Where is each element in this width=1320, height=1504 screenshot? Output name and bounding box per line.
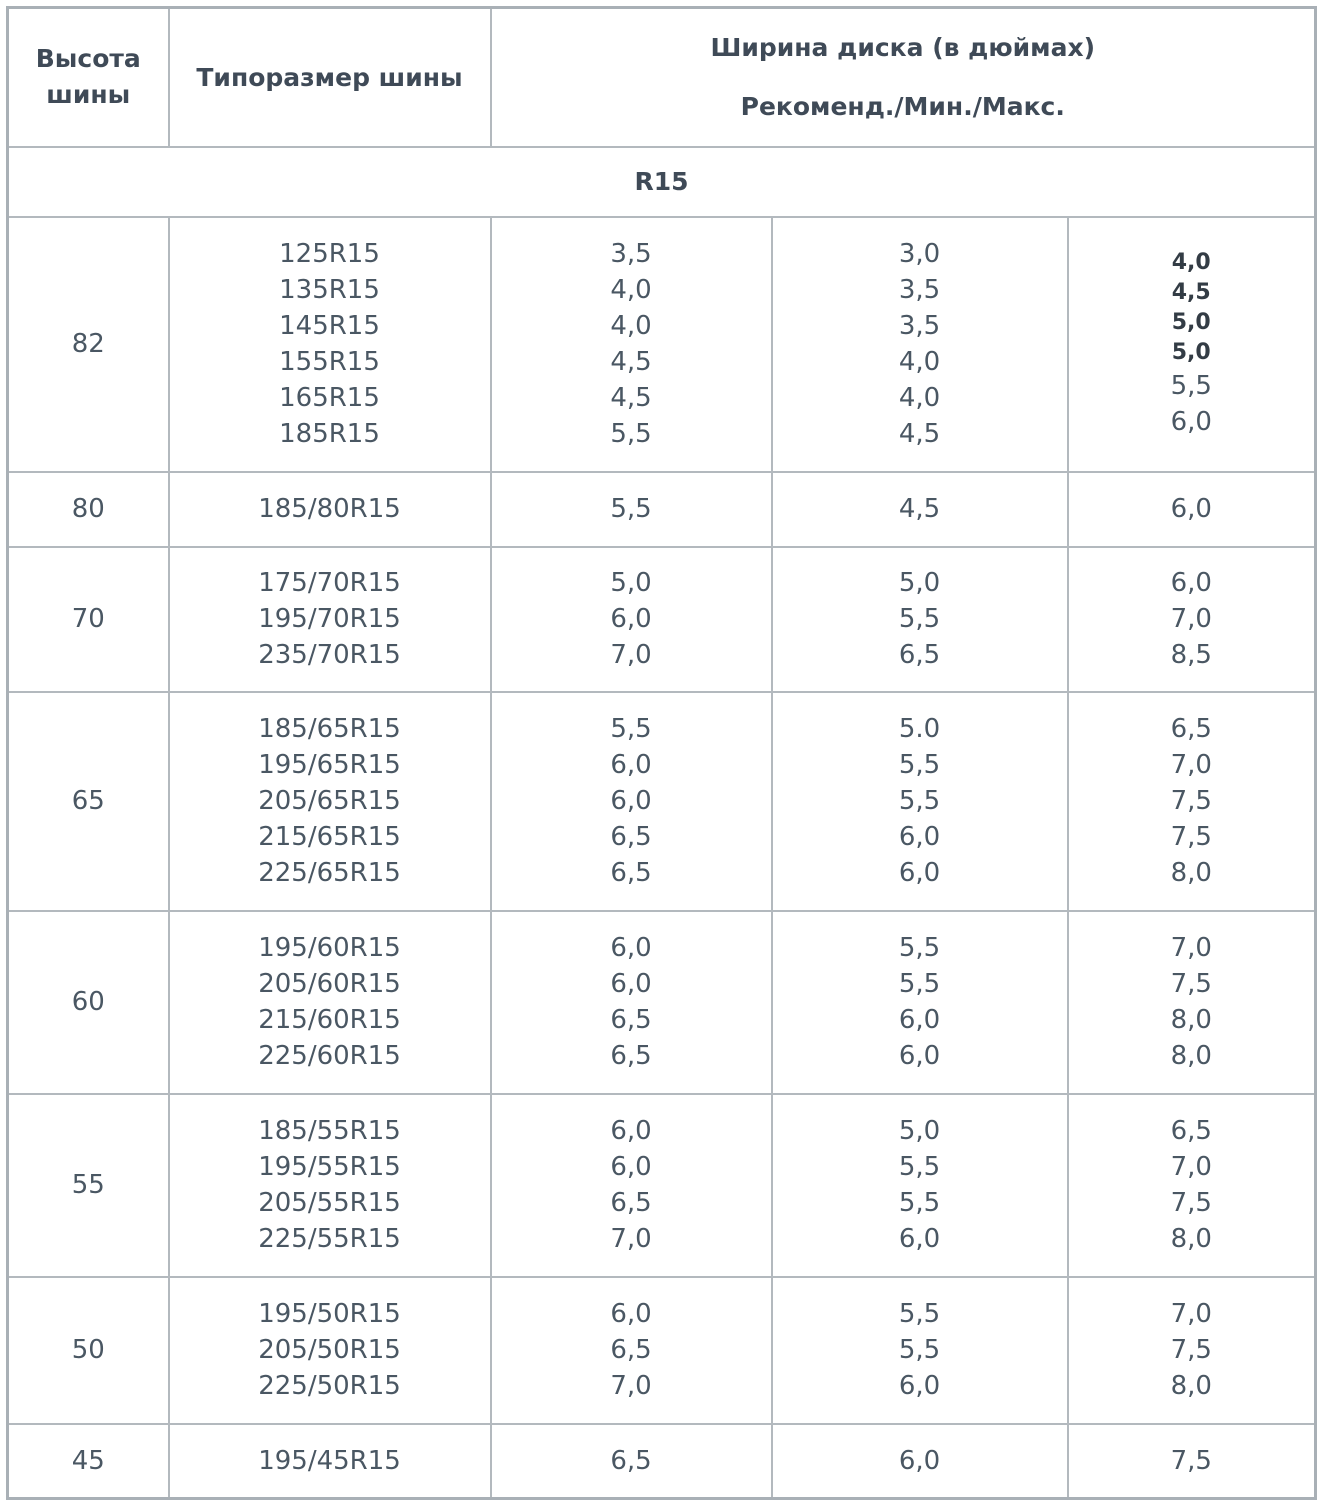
recommended-value: 6,0 bbox=[610, 1152, 652, 1182]
recommended-list bbox=[610, 930, 651, 1074]
min-value: 5,5 bbox=[898, 1299, 941, 1329]
sizes-value: 235/70R15 bbox=[258, 640, 401, 670]
recommended-cell bbox=[491, 911, 772, 1094]
header-tire-size: Типоразмер шины bbox=[169, 8, 491, 147]
min-cell bbox=[772, 1094, 1068, 1277]
table-row bbox=[8, 217, 1316, 472]
tire-height-cell: 50 bbox=[8, 1277, 169, 1424]
min-list bbox=[899, 565, 940, 673]
recommended-value: 6,0 bbox=[610, 1116, 652, 1146]
min-list bbox=[899, 1113, 940, 1257]
max-value: 5,5 bbox=[1170, 371, 1212, 401]
max-list bbox=[1171, 1296, 1212, 1404]
recommended-value: 4,5 bbox=[610, 347, 652, 377]
max-value: 6,0 bbox=[1170, 494, 1212, 524]
min-list bbox=[899, 491, 940, 527]
min-value: 4,0 bbox=[898, 347, 941, 377]
max-value: 6,5 bbox=[1170, 714, 1212, 744]
tire-height-cell: 60 bbox=[8, 911, 169, 1094]
max-value: 6,0 bbox=[1170, 568, 1212, 598]
header-tire-height bbox=[8, 8, 169, 147]
min-list bbox=[899, 236, 940, 452]
max-value: 4,5 bbox=[1171, 280, 1211, 305]
sizes-value: 205/50R15 bbox=[258, 1335, 401, 1365]
sizes-cell bbox=[169, 1424, 491, 1499]
min-value: 5,5 bbox=[898, 969, 941, 999]
min-value: 3,5 bbox=[898, 311, 941, 341]
max-value: 8,5 bbox=[1170, 640, 1212, 670]
min-value: 5,5 bbox=[898, 1188, 941, 1218]
max-cell bbox=[1068, 547, 1316, 692]
recommended-value: 4,0 bbox=[610, 275, 652, 305]
recommended-cell bbox=[491, 472, 772, 547]
recommended-value: 6,0 bbox=[610, 786, 652, 816]
sizes-cell bbox=[169, 547, 491, 692]
sizes-value: 155R15 bbox=[279, 347, 380, 377]
header-rim-width-title: Ширина диска (в дюймах) bbox=[710, 33, 1096, 63]
min-value: 6,5 bbox=[898, 640, 941, 670]
max-value: 8,0 bbox=[1170, 1371, 1212, 1401]
min-value: 6,0 bbox=[898, 1445, 941, 1476]
recommended-value: 5,5 bbox=[610, 714, 652, 744]
max-list bbox=[1171, 491, 1212, 527]
max-value: 7,5 bbox=[1170, 1335, 1212, 1365]
sizes-list bbox=[258, 930, 401, 1074]
recommended-value: 7,0 bbox=[610, 1371, 652, 1401]
min-value: 5,5 bbox=[898, 750, 941, 780]
table-row bbox=[8, 692, 1316, 911]
max-value: 7,5 bbox=[1170, 969, 1212, 999]
recommended-value: 3,5 bbox=[610, 239, 652, 269]
min-value: 5.0 bbox=[898, 714, 941, 744]
sizes-value: 195/60R15 bbox=[258, 933, 401, 963]
max-list bbox=[1171, 565, 1212, 673]
sizes-value: 125R15 bbox=[279, 239, 380, 269]
table-row bbox=[8, 1424, 1316, 1499]
max-list bbox=[1171, 930, 1212, 1074]
min-value: 4,5 bbox=[898, 494, 941, 524]
min-value: 6,0 bbox=[898, 1041, 941, 1071]
sizes-value: 205/55R15 bbox=[258, 1188, 401, 1218]
recommended-value: 6,0 bbox=[610, 1299, 652, 1329]
min-list bbox=[899, 1296, 940, 1404]
max-value: 6,5 bbox=[1170, 1116, 1212, 1146]
header-row bbox=[8, 8, 1316, 147]
section-title: R15 bbox=[8, 147, 1316, 217]
min-cell bbox=[772, 217, 1068, 472]
max-cell bbox=[1068, 1277, 1316, 1424]
min-value: 6,0 bbox=[898, 1224, 941, 1254]
max-value: 7,0 bbox=[1170, 933, 1212, 963]
min-value: 6,0 bbox=[898, 822, 941, 852]
recommended-value: 6,5 bbox=[610, 1005, 652, 1035]
min-cell bbox=[772, 1277, 1068, 1424]
max-list bbox=[1171, 711, 1212, 891]
tire-height-cell: 45 bbox=[8, 1424, 169, 1499]
sizes-value: 175/70R15 bbox=[258, 568, 401, 598]
recommended-list bbox=[610, 236, 651, 452]
sizes-value: 185R15 bbox=[279, 419, 380, 449]
max-list bbox=[1171, 248, 1212, 440]
min-value: 6,0 bbox=[898, 1371, 941, 1401]
sizes-value: 205/65R15 bbox=[258, 786, 401, 816]
max-value: 7,5 bbox=[1170, 822, 1212, 852]
recommended-cell bbox=[491, 547, 772, 692]
sizes-cell bbox=[169, 1094, 491, 1277]
min-cell bbox=[772, 1424, 1068, 1499]
sizes-list bbox=[258, 1113, 401, 1257]
min-value: 5,5 bbox=[898, 604, 941, 634]
recommended-list bbox=[610, 491, 651, 527]
tire-height-cell: 82 bbox=[8, 217, 169, 472]
max-value: 8,0 bbox=[1170, 858, 1212, 888]
sizes-value: 225/65R15 bbox=[258, 858, 401, 888]
max-value: 5,0 bbox=[1171, 340, 1211, 365]
sizes-cell bbox=[169, 217, 491, 472]
max-value: 7,5 bbox=[1170, 786, 1212, 816]
min-value: 4,0 bbox=[898, 383, 941, 413]
sizes-value: 215/60R15 bbox=[258, 1005, 401, 1035]
sizes-cell bbox=[169, 911, 491, 1094]
sizes-list bbox=[279, 236, 380, 452]
recommended-list bbox=[610, 1296, 651, 1404]
recommended-value: 6,0 bbox=[610, 969, 652, 999]
sizes-value: 225/60R15 bbox=[258, 1041, 401, 1071]
recommended-value: 6,5 bbox=[610, 858, 652, 888]
table-row bbox=[8, 472, 1316, 547]
min-cell bbox=[772, 911, 1068, 1094]
sizes-list bbox=[258, 1443, 401, 1479]
recommended-value: 6,0 bbox=[610, 604, 652, 634]
recommended-value: 5,5 bbox=[610, 419, 652, 449]
max-value: 7,0 bbox=[1170, 750, 1212, 780]
sizes-list bbox=[258, 1296, 401, 1404]
tire-height-cell: 55 bbox=[8, 1094, 169, 1277]
max-value: 7,5 bbox=[1170, 1445, 1212, 1476]
tire-height-cell: 65 bbox=[8, 692, 169, 911]
min-value: 5,0 bbox=[898, 568, 941, 598]
sizes-value: 215/65R15 bbox=[258, 822, 401, 852]
sizes-value: 225/50R15 bbox=[258, 1371, 401, 1401]
max-value: 8,0 bbox=[1170, 1041, 1212, 1071]
min-value: 6,0 bbox=[898, 1005, 941, 1035]
header-rim-width-subtitle: Рекоменд./Мин./Макс. bbox=[740, 92, 1065, 122]
tire-height-cell: 70 bbox=[8, 547, 169, 692]
recommended-value: 4,0 bbox=[610, 311, 652, 341]
recommended-value: 6,0 bbox=[610, 750, 652, 780]
max-cell bbox=[1068, 692, 1316, 911]
max-value: 7,0 bbox=[1170, 1299, 1212, 1329]
sizes-value: 185/80R15 bbox=[258, 494, 401, 524]
sizes-value: 145R15 bbox=[279, 311, 380, 341]
table-row bbox=[8, 1277, 1316, 1424]
min-cell bbox=[772, 692, 1068, 911]
min-cell bbox=[772, 547, 1068, 692]
min-list bbox=[899, 1443, 940, 1479]
min-list bbox=[899, 711, 940, 891]
sizes-value: 135R15 bbox=[279, 275, 380, 305]
recommended-cell bbox=[491, 1277, 772, 1424]
sizes-cell bbox=[169, 1277, 491, 1424]
max-value: 4,0 bbox=[1171, 250, 1211, 275]
max-value: 7,0 bbox=[1170, 604, 1212, 634]
sizes-value: 195/55R15 bbox=[258, 1152, 401, 1182]
max-value: 8,0 bbox=[1170, 1005, 1212, 1035]
recommended-value: 6,5 bbox=[610, 822, 652, 852]
table-row bbox=[8, 547, 1316, 692]
recommended-value: 4,5 bbox=[610, 383, 652, 413]
tire-height-cell: 80 bbox=[8, 472, 169, 547]
recommended-value: 7,0 bbox=[610, 640, 652, 670]
recommended-cell bbox=[491, 1094, 772, 1277]
min-value: 5,5 bbox=[898, 1152, 941, 1182]
recommended-value: 7,0 bbox=[610, 1224, 652, 1254]
sizes-list bbox=[258, 565, 401, 673]
sizes-value: 225/55R15 bbox=[258, 1224, 401, 1254]
max-list bbox=[1171, 1443, 1212, 1479]
max-cell bbox=[1068, 911, 1316, 1094]
recommended-cell bbox=[491, 692, 772, 911]
table-row bbox=[8, 1094, 1316, 1277]
header-rim-width bbox=[491, 8, 1316, 147]
sizes-value: 195/65R15 bbox=[258, 750, 401, 780]
max-value: 8,0 bbox=[1170, 1224, 1212, 1254]
tire-rim-table-page bbox=[6, 6, 1314, 1500]
max-value: 5,0 bbox=[1171, 310, 1211, 335]
header-tire-height-label: Высота шины bbox=[35, 44, 141, 110]
min-value: 3,0 bbox=[898, 239, 941, 269]
min-value: 5,5 bbox=[898, 1335, 941, 1365]
min-value: 5,0 bbox=[898, 1116, 941, 1146]
sizes-value: 195/45R15 bbox=[258, 1445, 401, 1476]
recommended-value: 6,5 bbox=[610, 1445, 652, 1476]
min-value: 5,5 bbox=[898, 786, 941, 816]
sizes-list bbox=[258, 711, 401, 891]
recommended-list bbox=[610, 1443, 651, 1479]
tire-rim-table bbox=[6, 6, 1317, 1500]
sizes-value: 195/70R15 bbox=[258, 604, 401, 634]
section-row bbox=[8, 147, 1316, 217]
recommended-value: 5,5 bbox=[610, 494, 652, 524]
sizes-value: 195/50R15 bbox=[258, 1299, 401, 1329]
table-row bbox=[8, 911, 1316, 1094]
min-value: 3,5 bbox=[898, 275, 941, 305]
sizes-value: 205/60R15 bbox=[258, 969, 401, 999]
recommended-list bbox=[610, 1113, 651, 1257]
max-cell bbox=[1068, 1424, 1316, 1499]
sizes-cell bbox=[169, 692, 491, 911]
recommended-list bbox=[610, 565, 651, 673]
min-cell bbox=[772, 472, 1068, 547]
sizes-value: 165R15 bbox=[279, 383, 380, 413]
sizes-cell bbox=[169, 472, 491, 547]
max-list bbox=[1171, 1113, 1212, 1257]
max-value: 7,0 bbox=[1170, 1152, 1212, 1182]
min-value: 5,5 bbox=[898, 933, 941, 963]
sizes-value: 185/55R15 bbox=[258, 1116, 401, 1146]
sizes-value: 185/65R15 bbox=[258, 714, 401, 744]
min-list bbox=[899, 930, 940, 1074]
recommended-cell bbox=[491, 217, 772, 472]
recommended-value: 6,0 bbox=[610, 933, 652, 963]
min-value: 4,5 bbox=[898, 419, 941, 449]
recommended-value: 6,5 bbox=[610, 1041, 652, 1071]
recommended-list bbox=[610, 711, 651, 891]
max-value: 7,5 bbox=[1170, 1188, 1212, 1218]
recommended-cell bbox=[491, 1424, 772, 1499]
max-cell bbox=[1068, 217, 1316, 472]
recommended-value: 5,0 bbox=[610, 568, 652, 598]
recommended-value: 6,5 bbox=[610, 1188, 652, 1218]
max-value: 6,0 bbox=[1170, 407, 1212, 437]
max-cell bbox=[1068, 472, 1316, 547]
sizes-list bbox=[258, 491, 401, 527]
recommended-value: 6,5 bbox=[610, 1335, 652, 1365]
max-cell bbox=[1068, 1094, 1316, 1277]
min-value: 6,0 bbox=[898, 858, 941, 888]
